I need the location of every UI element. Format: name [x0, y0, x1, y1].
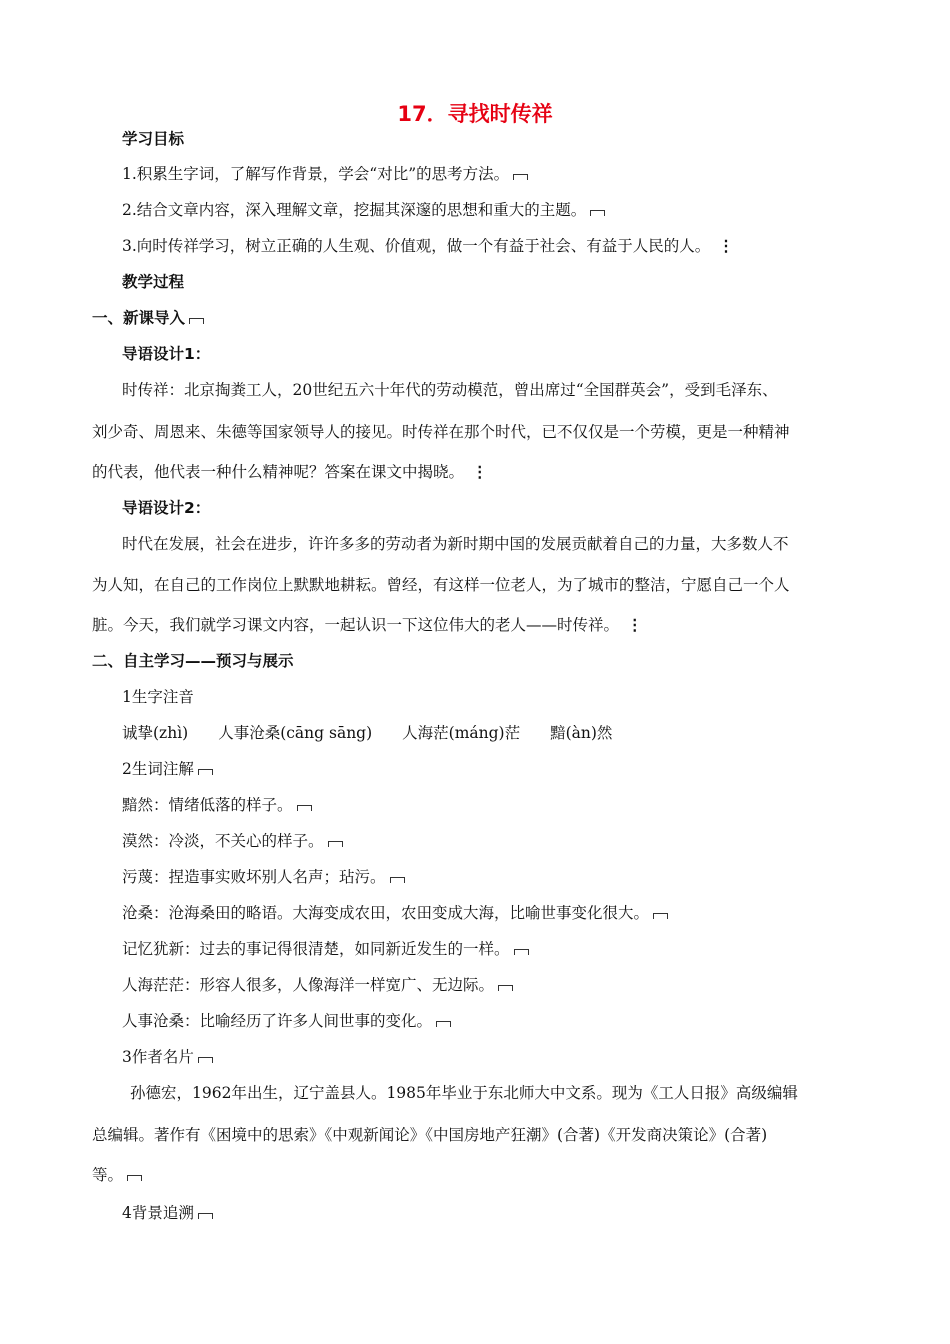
design1-label: 导语设计1： [122, 345, 211, 363]
vocab-item [122, 938, 529, 960]
goal-text: 1.积累生字词，了解写作背景，学会“对比”的思考方法。 [122, 165, 510, 183]
vocab-item [122, 902, 668, 924]
background-title [122, 1202, 213, 1224]
vocab-item [122, 1010, 451, 1032]
section1-heading-text: 一、新课导入 [92, 309, 186, 327]
paragraph-mark-icon [127, 1175, 142, 1181]
vocab-title-text: 2生词注解 [122, 760, 194, 778]
vocab-text: 人事沧桑：比喻经历了许多人间世事的变化。 [122, 1012, 433, 1030]
vertical-dots-icon: ⋮ [472, 462, 488, 481]
goal-text: 2.结合文章内容，深入理解文章，挖掘其深邃的思想和重大的主题。 [122, 201, 587, 219]
document-title: 17．寻找时传祥 [397, 102, 553, 126]
section2-heading: 二、自主学习——预习与展示 [92, 652, 294, 670]
pinyin-row [122, 722, 612, 744]
author-line [92, 1164, 142, 1186]
vocab-title [122, 758, 213, 780]
vocab-text: 沧桑：沧海桑田的略语。大海变成农田，农田变成大海，比喻世事变化很大。 [122, 904, 650, 922]
vocab-text: 漠然：冷淡，不关心的样子。 [122, 832, 324, 850]
vocab-item [122, 794, 312, 816]
paragraph-mark-icon [653, 913, 668, 919]
design2-line [92, 614, 643, 636]
vocab-text: 污蔑：捏造事实败坏别人名声；玷污。 [122, 868, 386, 886]
paragraph-mark-icon [198, 769, 213, 775]
goals-heading: 学习目标 [122, 130, 185, 148]
design1-line [92, 461, 488, 483]
vocab-item [122, 866, 405, 888]
author-line: 孙德宏，1962年出生，辽宁盖县人。1985年毕业于东北师大中文系。现为《工人日报》高级编辑 [130, 1084, 798, 1102]
paragraph-mark-icon [189, 318, 204, 324]
author-text: 等。 [92, 1166, 124, 1184]
goal-item [122, 235, 734, 257]
paragraph-mark-icon [590, 210, 605, 216]
author-title-text: 3作者名片 [122, 1048, 194, 1066]
pinyin-item: 黯(àn)然 [550, 724, 613, 742]
design2-text: 脏。今天，我们就学习课文内容，一起认识一下这位伟大的老人——时传祥。 [92, 616, 620, 634]
pinyin-item: 人事沧桑(cāng sāng) [218, 724, 373, 742]
paragraph-mark-icon [513, 174, 528, 180]
paragraph-mark-icon [498, 985, 513, 991]
vocab-text: 黯然：情绪低落的样子。 [122, 796, 293, 814]
design1-line: 刘少奇、周恩来、朱德等国家领导人的接见。时传祥在那个时代，已不仅仅是一个劳模，更是一种精神 [92, 423, 790, 441]
goal-item [122, 163, 528, 185]
design1-line: 时传祥：北京掏粪工人，20世纪五六十年代的劳动模范，曾出席过“全国群英会”，受到毛泽东、 [122, 381, 778, 399]
vertical-dots-icon: ⋮ [627, 615, 643, 634]
paragraph-mark-icon [514, 949, 529, 955]
process-heading: 教学过程 [122, 273, 185, 291]
paragraph-mark-icon [390, 877, 405, 883]
vocab-item [122, 830, 343, 852]
vertical-dots-icon: ⋮ [718, 236, 734, 255]
background-title-text: 4背景追溯 [122, 1204, 194, 1222]
vocab-text: 记忆犹新：过去的事记得很清楚，如同新近发生的一样。 [122, 940, 510, 958]
pinyin-item: 人海茫(máng)茫 [402, 724, 521, 742]
paragraph-mark-icon [297, 805, 312, 811]
goal-text: 3.向时传祥学习，树立正确的人生观、价值观，做一个有益于社会、有益于人民的人。 [122, 237, 711, 255]
paragraph-mark-icon [328, 841, 343, 847]
section1-heading [92, 307, 204, 329]
paragraph-mark-icon [436, 1021, 451, 1027]
author-line: 总编辑。著作有《困境中的思索》《中观新闻论》《中国房地产狂潮》(合著)《开发商决策论》(合著) [92, 1126, 768, 1144]
vocab-item [122, 974, 513, 996]
design2-line: 为人知，在自己的工作岗位上默默地耕耘。曾经，有这样一位老人，为了城市的整洁，宁愿自己一个人 [92, 576, 790, 594]
design2-line: 时代在发展，社会在进步，许许多多的劳动者为新时期中国的发展贡献着自己的力量，大多数人不 [122, 535, 789, 553]
paragraph-mark-icon [198, 1057, 213, 1063]
author-title [122, 1046, 213, 1068]
paragraph-mark-icon [198, 1213, 213, 1219]
design1-text: 的代表，他代表一种什么精神呢？答案在课文中揭晓。 [92, 463, 465, 481]
pinyin-title: 1生字注音 [122, 688, 194, 706]
goal-item [122, 199, 605, 221]
pinyin-item: 诚挚(zhì) [122, 724, 189, 742]
vocab-text: 人海茫茫：形容人很多，人像海洋一样宽广、无边际。 [122, 976, 495, 994]
design2-label: 导语设计2： [122, 499, 211, 517]
